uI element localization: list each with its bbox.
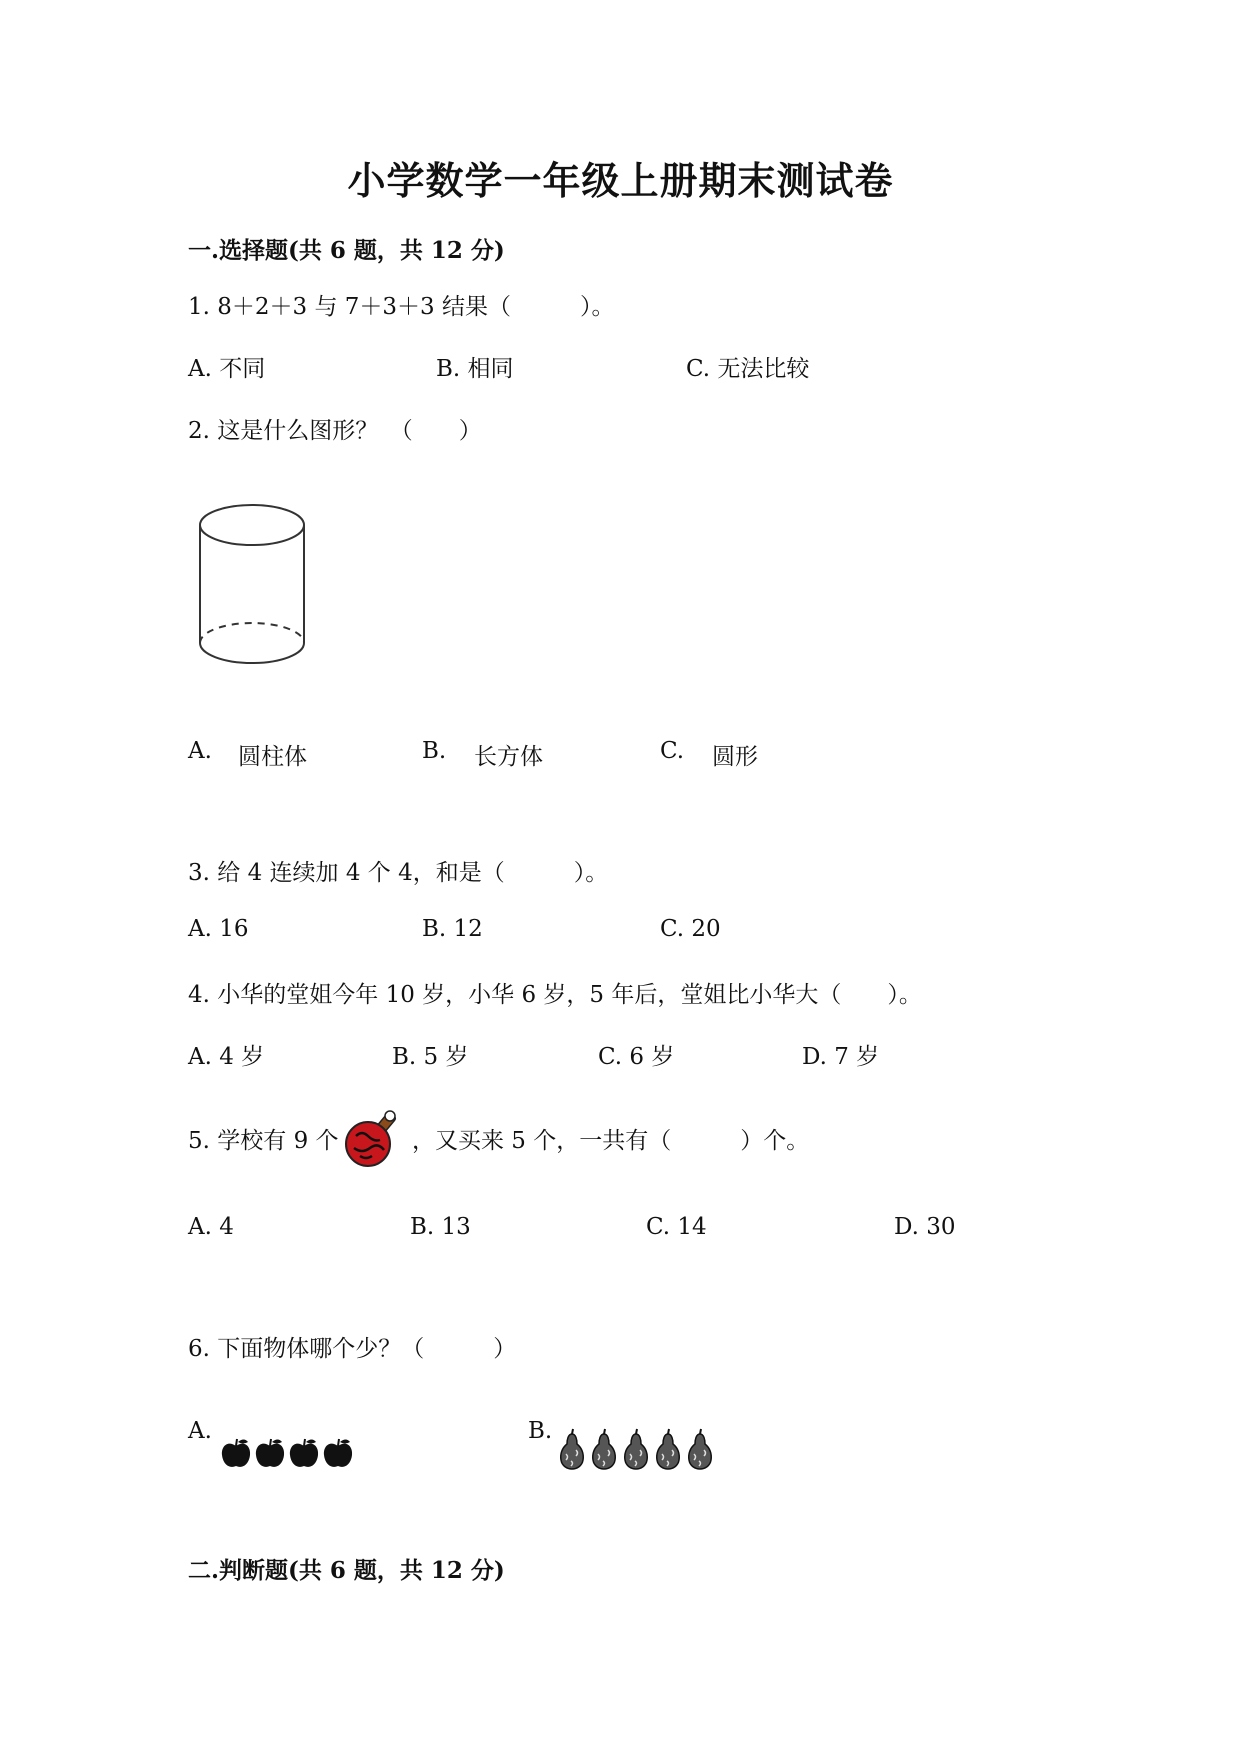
page-title: 小学数学一年级上册期末测试卷: [347, 158, 894, 203]
q1-option-c: C. 无法比较: [686, 356, 810, 382]
pear-icon: [590, 1428, 618, 1470]
q2-option-a-letter: A.: [188, 738, 212, 764]
q4-option-d: D. 7 岁: [802, 1044, 880, 1070]
pear-icon: [654, 1428, 682, 1470]
q4-option-c: C. 6 岁: [598, 1044, 675, 1070]
q2-option-a-label: 圆柱体: [238, 744, 307, 770]
q5-option-d: D. 30: [894, 1214, 956, 1240]
q6-option-b-letter: B.: [528, 1418, 553, 1444]
q6-option-a-apples: [220, 1436, 354, 1470]
question-3: 3. 给 4 连续加 4 个 4，和是（ ）。: [188, 860, 609, 886]
pear-icon: [558, 1428, 586, 1470]
apple-icon: [288, 1436, 320, 1470]
q1-option-a: A. 不同: [188, 356, 266, 382]
question-2: 2. 这是什么图形？ （ ）: [188, 418, 482, 444]
section-heading-judgment: 二.判断题(共 6 题，共 12 分): [188, 1557, 505, 1584]
q2-option-c-label: 圆形: [712, 744, 758, 770]
pear-icon: [622, 1428, 650, 1470]
q5-option-a: A. 4: [188, 1214, 234, 1240]
q4-option-a: A. 4 岁: [188, 1044, 265, 1070]
apple-icon: [254, 1436, 286, 1470]
question-5-text-after: ，又买来 5 个，一共有（ ）个。: [412, 1128, 810, 1154]
q2-option-c-letter: C.: [660, 738, 685, 764]
q3-option-a: A. 16: [188, 916, 249, 942]
apple-icon: [220, 1436, 252, 1470]
q3-option-c: C. 20: [660, 916, 721, 942]
question-5-text-before: 5. 学校有 9 个: [188, 1128, 339, 1154]
ping-pong-paddle-icon: [344, 1106, 406, 1170]
q5-option-b: B. 13: [410, 1214, 471, 1240]
question-4: 4. 小华的堂姐今年 10 岁，小华 6 岁，5 年后，堂姐比小华大（ ）。: [188, 982, 922, 1008]
q2-option-b-label: 长方体: [474, 744, 543, 770]
question-1: 1. 8＋2＋3 与 7＋3＋3 结果（ ）。: [188, 294, 615, 320]
question-6: 6. 下面物体哪个少？（ ）: [188, 1336, 517, 1362]
q6-option-b-pears: [558, 1428, 714, 1470]
apple-icon: [322, 1436, 354, 1470]
q2-option-b-letter: B.: [422, 738, 447, 764]
q5-option-c: C. 14: [646, 1214, 707, 1240]
section-heading-choice: 一.选择题(共 6 题，共 12 分): [188, 237, 505, 264]
pear-icon: [686, 1428, 714, 1470]
cylinder-figure: [192, 495, 312, 675]
q4-option-b: B. 5 岁: [392, 1044, 469, 1070]
q3-option-b: B. 12: [422, 916, 483, 942]
q6-option-a-letter: A.: [188, 1418, 212, 1444]
q1-option-b: B. 相同: [436, 356, 514, 382]
